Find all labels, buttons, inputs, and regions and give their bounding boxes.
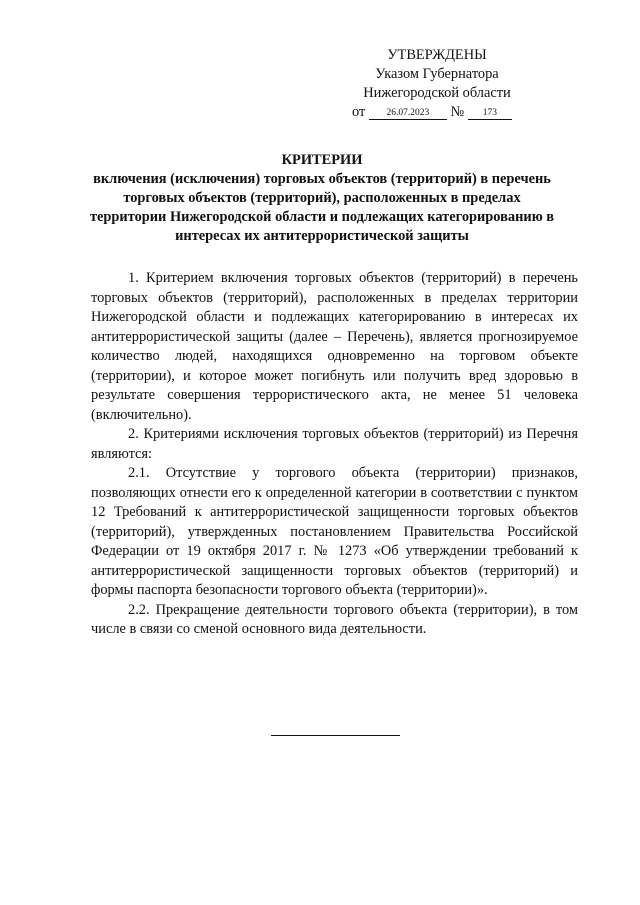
paragraph-2-2: 2.2. Прекращение деятельности торгового объекта (территории), в том числе в связи со сменой основного вида деятельности. — [91, 601, 578, 637]
document-title — [84, 151, 560, 246]
approval-heading: УТВЕРЖДЕНЫ — [387, 47, 487, 63]
approval-region: Нижегородской области — [363, 85, 511, 101]
end-divider — [271, 735, 400, 736]
approval-date: 26.07.2023 — [369, 107, 447, 120]
approval-number-sign: № — [450, 104, 465, 120]
paragraph-2: 2. Критериями исключения торговых объектов (территорий) из Перечня являются: — [91, 426, 578, 462]
document-body — [91, 269, 578, 640]
title-heading: КРИТЕРИИ — [281, 152, 363, 168]
paragraph-2-1: 2.1. Отсутствие у торгового объекта (территории) признаков, позволяющих отнести его к определенной категории в соответствии с пунктом 12 Требований к антитеррористической защищенности торговых объектов (территорий), утвержденных постановлением Правительства Российской Федерации от 19 октября 2017 г. № 1273 «Об утверждении требований к антитеррористической защищенности торговых объектов (территорий) и формы паспорта безопасности торгового объекта (территории)». — [91, 465, 578, 598]
approval-stamp — [352, 46, 522, 122]
approval-date-number-line — [352, 103, 522, 122]
approval-number: 173 — [468, 107, 512, 120]
paragraph-1: 1. Критерием включения торговых объектов (территорий) в перечень торговых объектов (территорий), расположенных в пределах территории Нижегородской области и подлежащих категорированию в интересах их антитеррористической защиты (далее – Перечень), является прогнозируемое количество людей, находящихся одновременно на торговом объекте (территории), и которое может погибнуть или получить вред здоровью в результате совершения террористического акта, не менее 51 человека (включительно). — [91, 270, 578, 423]
approval-from-label: от — [352, 104, 366, 120]
title-subtitle: включения (исключения) торговых объектов (территорий) в перечень торговых объектов (территорий), расположенных в пределах территории Нижегородской области и подлежащих категорированию в интересах их антитеррористической защиты — [89, 171, 555, 244]
approval-authority: Указом Губернатора — [375, 66, 499, 82]
